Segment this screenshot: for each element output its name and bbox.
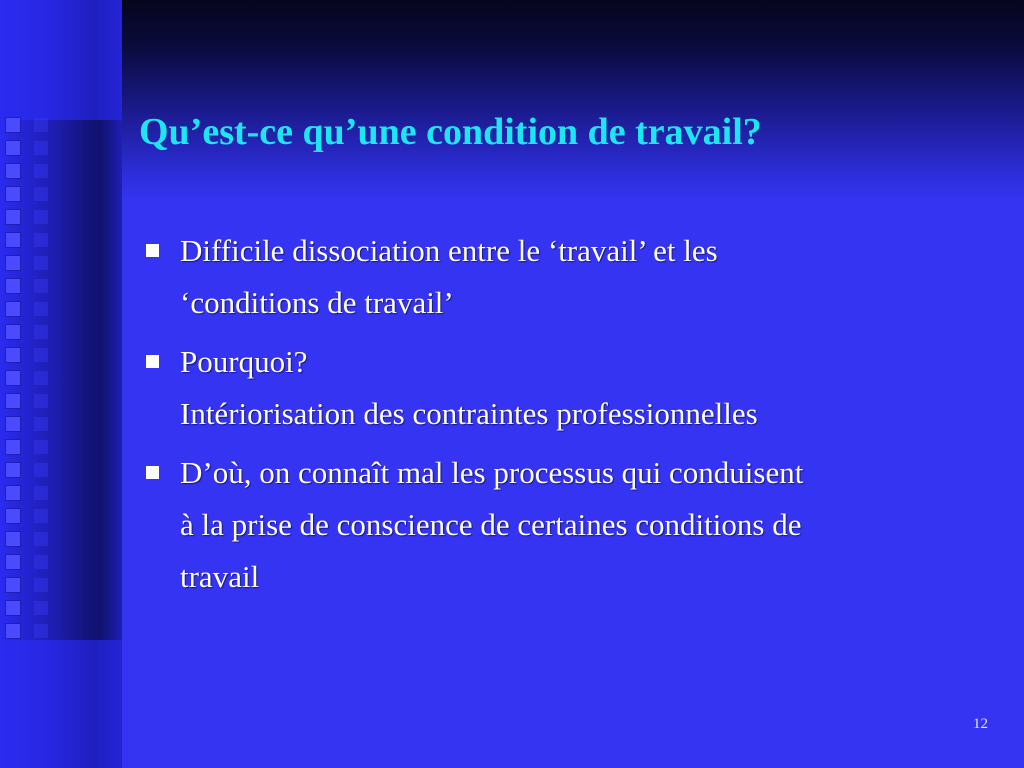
- square-bullet-icon: [146, 355, 159, 368]
- decorative-square: [6, 463, 20, 477]
- decorative-square: [34, 210, 48, 224]
- bullet-line: Intériorisation des contraintes professionnelles: [180, 396, 758, 431]
- decorative-square: [6, 555, 20, 569]
- square-bullet-icon: [146, 244, 159, 257]
- decorative-square: [6, 440, 20, 454]
- decorative-square: [6, 141, 20, 155]
- decorative-square: [34, 256, 48, 270]
- bullet-line: à la prise de conscience de certaines conditions de: [180, 507, 802, 542]
- decorative-square: [6, 509, 20, 523]
- decorative-square: [6, 417, 20, 431]
- decorative-square: [34, 486, 48, 500]
- decorative-square: [6, 624, 20, 638]
- page-number: 12: [973, 716, 988, 732]
- bullet-item-1: [145, 225, 1005, 329]
- decorative-square: [6, 256, 20, 270]
- decorative-square: [34, 394, 48, 408]
- decorative-square: [6, 486, 20, 500]
- decorative-square: [6, 578, 20, 592]
- top-dark-band: [122, 0, 1024, 200]
- decorative-square: [34, 440, 48, 454]
- decorative-square: [34, 279, 48, 293]
- decorative-square: [34, 509, 48, 523]
- decorative-square: [6, 325, 20, 339]
- bullet-item-2: [145, 336, 1005, 440]
- decorative-square: [6, 279, 20, 293]
- decorative-square: [34, 555, 48, 569]
- decorative-square: [6, 348, 20, 362]
- decorative-square: [6, 601, 20, 615]
- decorative-square: [6, 302, 20, 316]
- decorative-square: [34, 325, 48, 339]
- decorative-square: [6, 394, 20, 408]
- decorative-square: [6, 371, 20, 385]
- bullet-line: D’où, on connaît mal les processus qui conduisent: [180, 455, 804, 490]
- slide-title: Qu’est-ce qu’une condition de travail?: [139, 111, 762, 153]
- decorative-square: [34, 624, 48, 638]
- decorative-square: [34, 302, 48, 316]
- decorative-square: [34, 164, 48, 178]
- decorative-square: [34, 118, 48, 132]
- bullet-line: Pourquoi?: [180, 344, 308, 379]
- decorative-square: [6, 532, 20, 546]
- decorative-square: [34, 141, 48, 155]
- bullet-line: travail: [180, 559, 260, 594]
- bullet-list: [145, 225, 1005, 610]
- decorative-square: [6, 233, 20, 247]
- decorative-square: [6, 164, 20, 178]
- decorative-square: [34, 417, 48, 431]
- bullet-item-3: [145, 447, 1005, 603]
- decorative-square: [34, 348, 48, 362]
- decorative-square: [34, 187, 48, 201]
- decorative-square: [6, 187, 20, 201]
- decorative-squares-faint: [34, 118, 56, 678]
- square-bullet-icon: [146, 466, 159, 479]
- decorative-square: [6, 210, 20, 224]
- bullet-line: Difficile dissociation entre le ‘travail’ et les: [180, 233, 718, 268]
- decorative-squares: [6, 118, 28, 678]
- decorative-square: [34, 463, 48, 477]
- decorative-square: [34, 578, 48, 592]
- bullet-line: ‘conditions de travail’: [180, 285, 454, 320]
- decorative-square: [34, 371, 48, 385]
- decorative-square: [34, 601, 48, 615]
- decorative-square: [34, 233, 48, 247]
- decorative-square: [6, 118, 20, 132]
- decorative-square: [34, 532, 48, 546]
